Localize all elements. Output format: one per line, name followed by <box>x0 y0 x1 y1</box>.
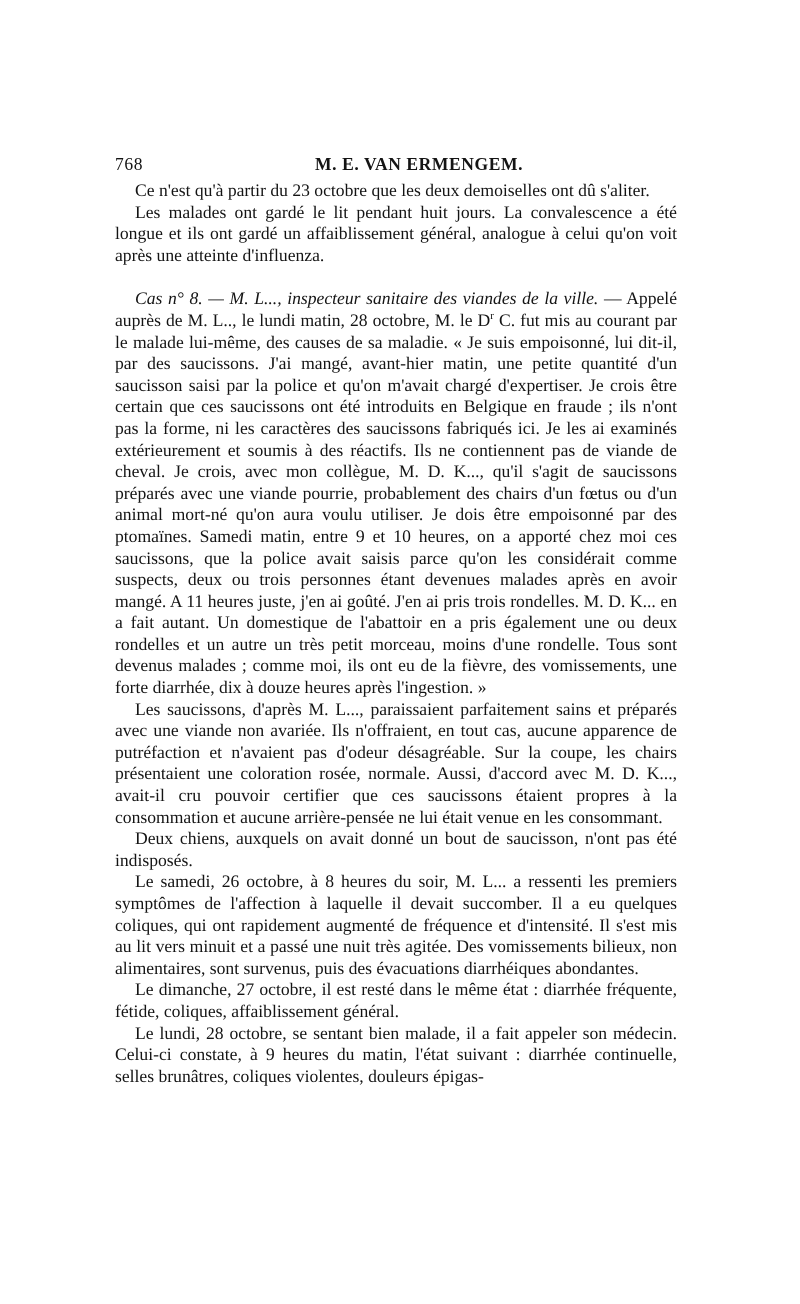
paragraph-1: Ce n'est qu'à partir du 23 octobre que les deux demoiselles ont dû s'aliter. <box>135 180 650 200</box>
paragraph-saucissons: Les saucissons, d'après M. L..., paraissaient parfaitement sains et préparés avec une viande non avariée. Ils n'offraient, en tout cas, aucune apparence de putréfaction et n'avaient pas d'odeur désagréable. Sur la coupe, les chairs présentaient une coloration rosée, normale. Aussi, d'accord avec M. D. K..., avait-il cru pouvoir certifier que ces saucissons étaient propres à la consommation et aucune arrière-pensée ne lui était venue en les consommant. <box>115 698 677 827</box>
page-header <box>115 154 675 178</box>
paragraph-dimanche: Le dimanche, 27 octobre, il est resté dans le même état : diarrhée fréquente, fétide, coliques, affaiblissement général. <box>115 979 677 1021</box>
case-text-quote: C. fut mis au courant par le malade lui-même, des causes de sa maladie. « Je suis empoisonné, lui dit-il, par des saucissons. J'ai mangé, avant-hier matin, une petite quantité d'un saucisson saisi par la police et qu'on m'avait chargé d'expertiser. Je crois être certain que ces saucissons ont été introduits en Belgique en fraude ; ils n'ont pas la forme, ni les caractères des saucissons fabriqués ici. Je les ai examinés extérieurement et soumis à des réactifs. Ils ne contiennent pas de viande de cheval. Je crois, avec mon collègue, M. D. K..., qu'il s'agit de saucissons préparés avec une viande pourrie, probablement des chairs d'un fœtus ou d'un animal mort-né qu'on aura voulu utiliser. Je dois être empoisonné par des ptomaïnes. Samedi matin, entre 9 et 10 heures, on a apporté chez moi ces saucissons, que la police avait saisis parce qu'on les considérait comme suspects, deux ou trois personnes étant devenues malades après en avoir mangé. A 11 heures juste, j'en ai goûté. J'en ai pris trois rondelles. M. D. K... en a fait autant. Un domestique de l'abattoir en a pris également une ou deux rondelles et un autre un très petit morceau, moins d'une rondelle. Tous sont devenus malades ; comme moi, ils ont eu de la fièvre, des vomissements, une forte diarrhée, dix à douze heures après l'ingestion. » <box>115 309 677 698</box>
page-number: 768 <box>115 154 144 174</box>
paragraph-2: Les malades ont gardé le lit pendant huit jours. La convalescence a été longue et ils ont gardé un affaiblissement général, analogue à celui qu'on voit après une atteinte d'influenza. <box>115 201 677 265</box>
paragraph-chiens: Deux chiens, auxquels on avait donné un bout de saucisson, n'ont pas été indisposés. <box>115 828 677 870</box>
paragraph-samedi: Le samedi, 26 octobre, à 8 heures du soir, M. L... a ressenti les premiers symptômes de l'affection à laquelle il devait succomber. Il a eu quelques coliques, qui ont rapidement augmenté de fréquence et d'intensité. Il s'est mis au lit vers minuit et a passé une nuit très agitée. Des vomissements bilieux, non alimentaires, sont survenus, puis des évacuations diarrhéiques abondantes. <box>115 871 677 978</box>
running-title: M. E. VAN ERMENGEM. <box>315 154 524 174</box>
body-text <box>115 180 677 1087</box>
doctor-superscript: r <box>490 310 494 323</box>
case-heading: Cas n° 8. — M. L..., inspecteur sanitaire des viandes de la ville. <box>135 288 599 309</box>
case-8-paragraph <box>115 288 677 698</box>
case-text-start: — Appelé auprès de M. L.., le lundi matin, 28 octobre, M. le D <box>115 288 678 330</box>
paragraph-lundi: Le lundi, 28 octobre, se sentant bien malade, il a fait appeler son médecin. Celui-ci constate, à 9 heures du matin, l'état suivant : diarrhée continuelle, selles brunâtres, coliques violentes, douleurs épigas- <box>115 1022 677 1086</box>
